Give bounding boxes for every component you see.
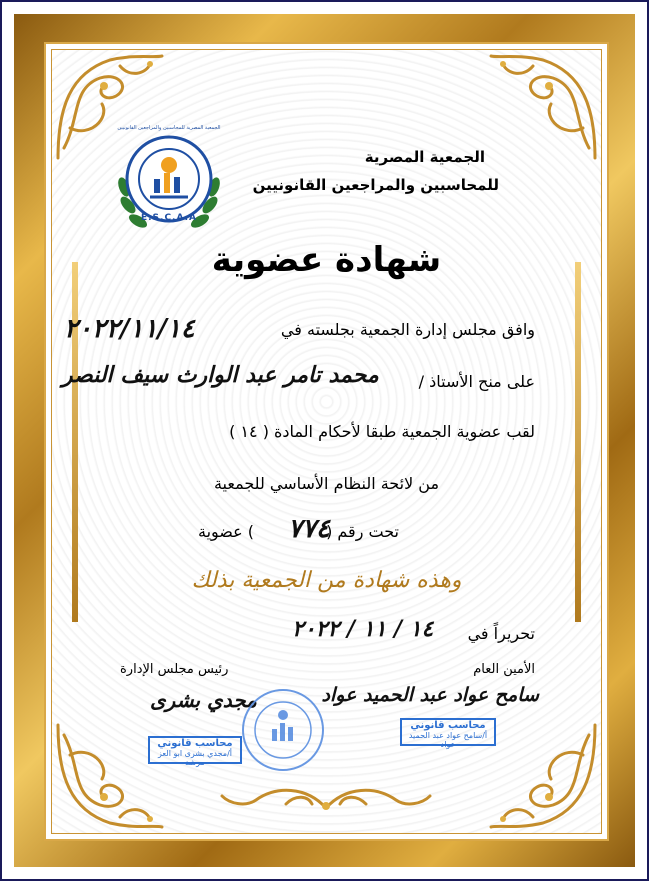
right-signature: سامح عواد عبد الحميد عواد (321, 684, 539, 706)
left-signatory-title: رئيس مجلس الإدارة (120, 662, 229, 677)
org-name-line1: الجمعية المصرية (364, 148, 485, 166)
association-logo (106, 127, 232, 239)
membership-number-handwritten: ٧٧٤ (288, 514, 330, 544)
meeting-line-text: وافق مجلس إدارة الجمعية بجلسته في (280, 320, 535, 339)
logo-ring-text: الجمعية المصرية للمحاسبين والمراجعين القانونيين (117, 125, 221, 131)
member-name-handwritten: محمد تامر عبد الوارث سيف النصر (62, 362, 379, 388)
left-stamp-line1: محاسب قانوني (157, 738, 233, 749)
grant-line-text: على منح الأستاذ / (418, 372, 535, 391)
right-signatory-title: الأمين العام (473, 662, 535, 677)
issued-date-handwritten: ١٤ / ١١ / ٢٠٢٢ (292, 616, 434, 642)
corner-ornament-bottom-right (483, 715, 603, 835)
right-stamp (400, 718, 496, 749)
logo-abbreviation: E.S.C.A.A (140, 213, 197, 223)
article-line: لقب عضوية الجمعية طبقا لأحكام المادة ( ١٤ ) (229, 422, 535, 441)
left-signature: مجدي بشرى (150, 688, 257, 712)
right-stamp-line1: محاسب قانوني (410, 720, 486, 731)
corner-ornament-top-right (483, 48, 603, 168)
issued-prefix: تحريراً في (467, 624, 535, 643)
bottom-center-ornament (216, 782, 436, 816)
bylaws-line: من لائحة النظام الأساسي للجمعية (213, 474, 440, 493)
org-name-line2: للمحاسبين والمراجعين القانونيين (252, 176, 499, 194)
left-stamp (148, 736, 242, 767)
left-stamp-line2: أ/مجدي بشرى ابو العز مرشد (157, 749, 232, 767)
round-seal (240, 687, 326, 773)
meeting-date-handwritten: ٢٠٢٢/١١/١٤ (64, 314, 195, 344)
certificate-title: شهادة عضوية (211, 240, 442, 280)
closing-line: وهذه شهادة من الجمعية بذلك (191, 568, 462, 593)
right-stamp-line2: أ/سامح عواد عبد الحميد عواد (408, 731, 488, 749)
corner-ornament-bottom-left (50, 715, 170, 835)
membership-number-prefix: تحت رقم ( (326, 522, 399, 541)
membership-number-suffix: ) عضوية (198, 522, 255, 541)
